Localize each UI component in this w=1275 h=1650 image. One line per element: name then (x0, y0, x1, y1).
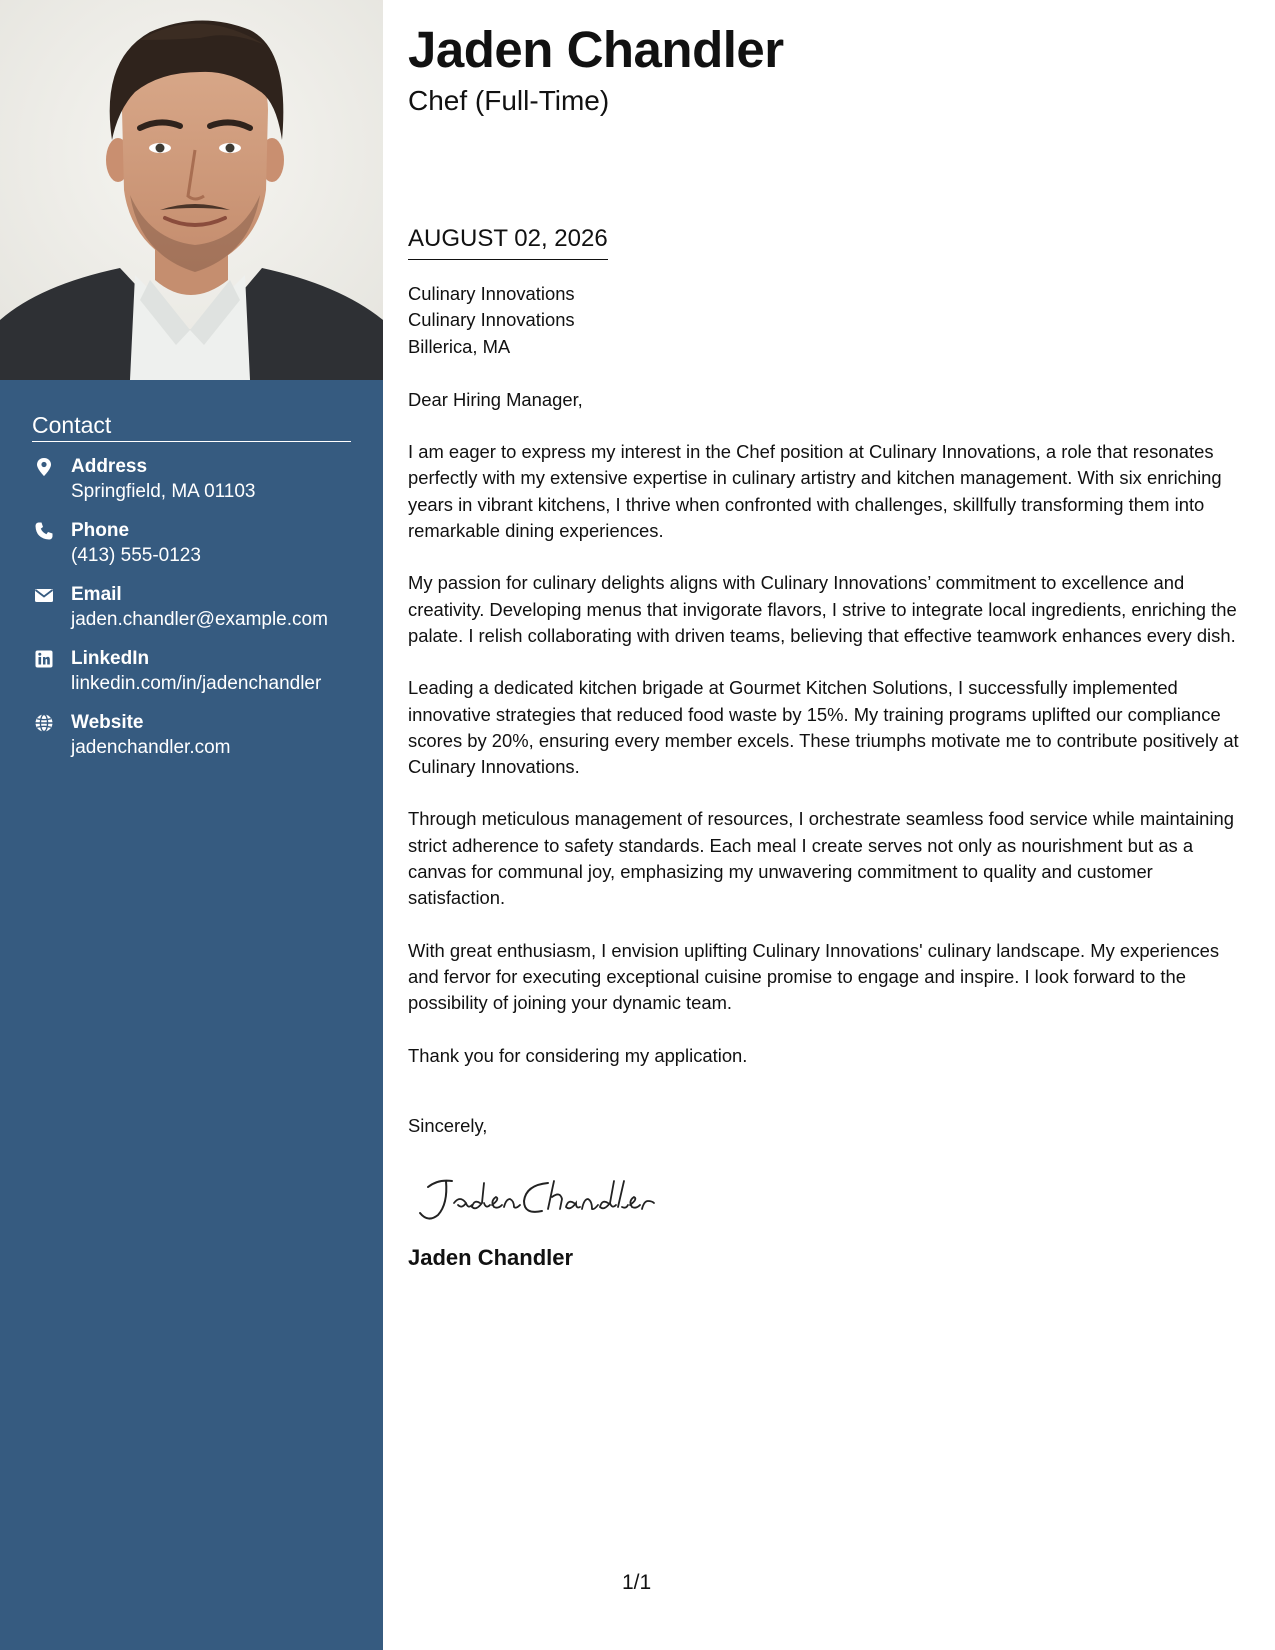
paragraph-3: Leading a dedicated kitchen brigade at Gourmet Kitchen Solutions, I successfully implemented innovative strategies that reduced food waste by 15%. My training programs uplifted our compliance scores by 20%, ensuring every member excels. These triumphs motivate me to contribute positively at Culinary Innovations. (408, 677, 1239, 778)
contact-label-address: Address (71, 456, 148, 478)
contact-item-phone (32, 518, 351, 570)
paragraph-4: Through meticulous management of resources, I orchestrate seamless food service while maintaining strict adherence to safety standards. Each meal I create serves not only as nourishment but as a canvas for communal joy, emphasizing my unwavering commitment to quality and customer satisfaction. (408, 808, 1234, 909)
contact-value-address: Springfield, MA 01103 (71, 481, 256, 503)
sidebar (0, 0, 383, 1650)
contact-value-phone: (413) 555-0123 (71, 545, 201, 567)
closing: Sincerely, (408, 1114, 488, 1136)
paragraph-6: Thank you for considering my application. (408, 1044, 748, 1066)
recipient-location: Billerica, MA (408, 335, 511, 357)
page-number: 1/1 (622, 1571, 652, 1594)
job-title: Chef (Full-Time) (408, 85, 610, 116)
contact-value-email[interactable]: jaden.chandler@example.com (71, 609, 328, 631)
contact-item-website (32, 710, 351, 762)
phone-icon (34, 521, 54, 541)
portrait-photo (0, 0, 383, 380)
linkedin-icon (34, 649, 54, 669)
contact-item-linkedin (32, 646, 351, 698)
paragraph-2: My passion for culinary delights aligns with Culinary Innovations’ commitment to excellence and creativity. Developing menus that invigorate flavors, I strive to integrate local ingredients, enriching the palate. I relish collaborating with driven teams, believing that effective teamwork enhances every dish. (408, 572, 1237, 646)
letter-body (408, 281, 1253, 1271)
paragraph-1: I am eager to express my interest in the Chef position at Culinary Innovations, a role that resonates perfectly with my extensive expertise in culinary artistry and kitchen management. With six enriching years in vibrant kitchens, I thrive when confronted with challenges, skillfully transforming them into remarkable dining experiences. (408, 441, 1222, 542)
globe-icon (34, 713, 54, 733)
contact-label-phone: Phone (71, 520, 130, 542)
contact-label-email: Email (71, 584, 122, 606)
recipient-company: Culinary Innovations (408, 283, 575, 304)
handwritten-signature (408, 1169, 668, 1229)
contact-heading: Contact (32, 412, 351, 442)
recipient-company-line-2: Culinary Innovations (408, 309, 575, 331)
signer-name: Jaden Chandler (408, 1245, 574, 1271)
contact-item-email (32, 582, 351, 634)
map-pin-icon (34, 457, 54, 477)
salutation: Dear Hiring Manager, (408, 388, 583, 410)
contact-value-linkedin[interactable]: linkedin.com/in/jadenchandler (71, 673, 322, 695)
paragraph-5: With great enthusiasm, I envision uplifting Culinary Innovations' culinary landscape. My experiences and fervor for executing exceptional cuisine promise to engage and inspire. I look forward to the possibility of joining your dynamic team. (408, 939, 1220, 1014)
applicant-name: Jaden Chandler (408, 21, 784, 78)
contact-item-address (32, 454, 351, 506)
letter-date: AUGUST 02, 2026 (408, 224, 608, 260)
envelope-icon (34, 585, 54, 605)
contact-label-linkedin: LinkedIn (71, 648, 150, 670)
recipient-block (408, 281, 1253, 360)
contact-section (32, 412, 351, 774)
contact-label-website: Website (71, 712, 144, 734)
contact-value-website[interactable]: jadenchandler.com (71, 737, 231, 759)
